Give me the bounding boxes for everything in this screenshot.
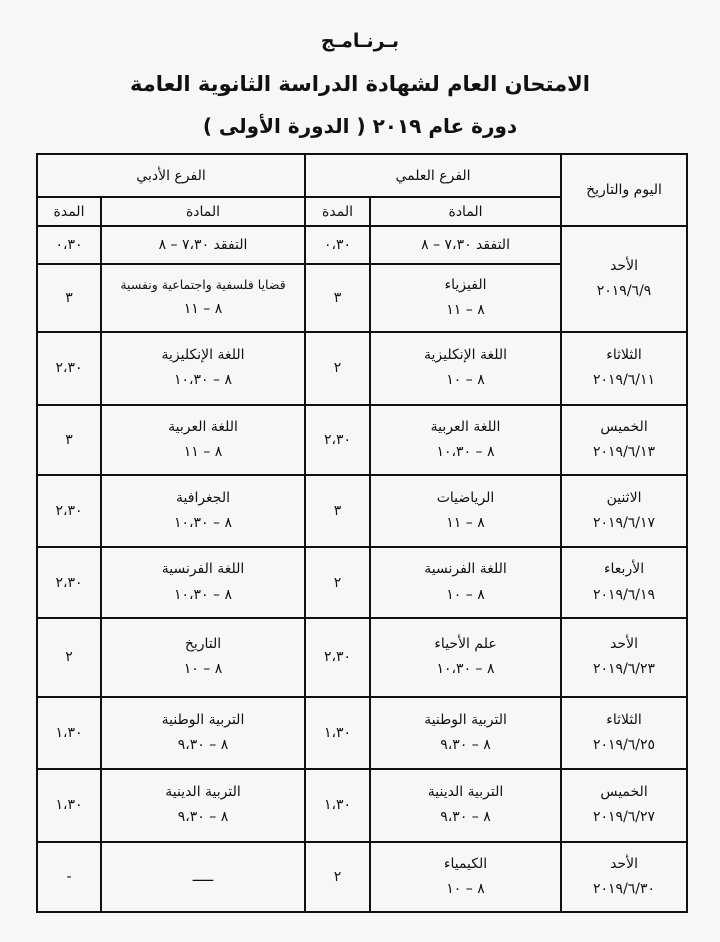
science-subject-header: المادة: [370, 197, 561, 226]
literary-subject: التربية الدينية: [165, 784, 241, 801]
literary-duration-cell: [37, 842, 101, 912]
science-time: ٨ – ١١: [446, 301, 485, 318]
science-subject-cell: [370, 769, 561, 841]
day-name: الاثنين: [606, 490, 642, 507]
literary-subject-cell: [101, 332, 305, 404]
science-duration-cell: [305, 618, 370, 697]
science-duration-cell: [305, 332, 370, 404]
science-subject-cell: [370, 332, 561, 404]
literary-subject-cell: [101, 618, 305, 697]
literary-subject: التاريخ: [184, 636, 222, 653]
literary-duration: ٣: [65, 289, 73, 306]
science-time: ٨ – ١١: [446, 515, 485, 532]
science-duration-cell: [305, 264, 370, 332]
science-subject-cell: [370, 475, 561, 547]
science-duration: ٠،٣٠: [323, 237, 352, 254]
literary-duration: ٠،٣٠: [55, 237, 83, 254]
literary-subject: التفقد ٧،٣٠ – ٨: [158, 237, 248, 254]
exam-date: ٢٠١٩/٦/١٣: [592, 443, 656, 460]
literary-time: ٨ – ١١: [183, 300, 223, 317]
science-subject: التربية الدينية: [427, 784, 504, 801]
day-date-cell: [561, 405, 687, 475]
science-duration: ٣: [333, 503, 342, 520]
day-name: الخميس: [600, 784, 648, 801]
table-row: [37, 842, 687, 912]
science-subject-cell: [370, 618, 561, 697]
literary-subject-cell: [101, 697, 305, 769]
table-row: [37, 769, 687, 841]
session-line: دورة عام ٢٠١٩ ( الدورة الأولى ): [202, 114, 518, 138]
science-subject-cell: [370, 226, 561, 263]
literary-subject: ـــــ: [192, 868, 214, 885]
science-subject-cell: [370, 697, 561, 769]
table-row: [37, 405, 687, 475]
literary-time: ٨ – ١٠: [183, 661, 223, 678]
day-name: الثلاثاء: [606, 347, 642, 364]
table-row: [37, 618, 687, 697]
day-date-cell: [561, 769, 687, 841]
day-name: الأحد: [610, 855, 638, 872]
day-name: الأربعاء: [603, 561, 645, 578]
science-duration-cell: [305, 226, 370, 263]
program-title: بـرنـامـج: [320, 30, 400, 52]
literary-duration-cell: [37, 618, 101, 697]
literary-duration: ٢،٣٠: [55, 574, 83, 591]
literary-duration-cell: [37, 405, 101, 475]
science-duration: ٢: [333, 574, 342, 591]
science-duration: ٢: [333, 868, 342, 885]
science-duration: ٢،٣٠: [323, 431, 352, 448]
day-date-cell: [561, 842, 687, 912]
literary-duration-cell: [37, 547, 101, 617]
science-subject: اللغة الإنكليزية: [424, 347, 508, 364]
day-date-cell: [561, 332, 687, 404]
exam-date: ٢٠١٩/٦/١٩: [592, 586, 656, 603]
science-duration: ١،٣٠: [323, 797, 352, 814]
literary-duration-cell: [37, 475, 101, 547]
day-date-cell: [561, 226, 687, 332]
science-duration-header: المدة: [305, 197, 370, 226]
literary-duration: ٢،٣٠: [55, 503, 83, 520]
science-time: ٨ – ٩،٣٠: [440, 809, 491, 826]
literary-time: ٨ – ١٠،٣٠: [173, 372, 233, 389]
day-date-cell: [561, 618, 687, 697]
science-duration-cell: [305, 769, 370, 841]
table-row: [37, 332, 687, 404]
science-duration-cell: [305, 697, 370, 769]
literary-subject-cell: [101, 226, 305, 263]
day-date-header: اليوم والتاريخ: [561, 154, 687, 226]
literary-time: ٨ – ٩،٣٠: [177, 809, 229, 826]
science-time: ٨ – ١٠،٣٠: [436, 443, 495, 460]
day-name: الثلاثاء: [606, 711, 642, 728]
science-duration-cell: [305, 547, 370, 617]
exam-date: ٢٠١٩/٦/٢٥: [592, 736, 656, 753]
science-subject-cell: [370, 264, 561, 332]
literary-subject: الجغرافية: [176, 490, 230, 507]
science-subject: التفقد ٧،٣٠ – ٨: [421, 237, 510, 254]
science-time: ٨ – ١٠: [446, 372, 485, 389]
day-name: الخميس: [600, 418, 648, 435]
literary-duration: ٣: [65, 431, 73, 448]
exam-date: ٢٠١٩/٦/٣٠: [592, 880, 656, 897]
table-row: [37, 226, 687, 263]
science-subject: التربية الوطنية: [424, 711, 507, 728]
day-date-cell: [561, 547, 687, 617]
literary-subject-cell: [101, 405, 305, 475]
science-duration: ٣: [333, 289, 342, 306]
science-subject: الرياضيات: [436, 490, 495, 507]
table-row: [37, 475, 687, 547]
literary-duration-cell: [37, 769, 101, 841]
exam-date: ٢٠١٩/٦/٢٧: [592, 809, 656, 826]
science-subject-cell: [370, 547, 561, 617]
literary-subject: التربية الوطنية: [161, 711, 245, 728]
literary-duration-cell: [37, 332, 101, 404]
literary-duration: ٢: [65, 649, 73, 666]
literary-subject-header: المادة: [101, 197, 305, 226]
table-row: [37, 547, 687, 617]
table-row: [37, 697, 687, 769]
exam-schedule-table: [36, 153, 688, 913]
exam-date: ٢٠١٩/٦/٢٣: [592, 661, 656, 678]
literary-subject-cell: [101, 547, 305, 617]
literary-duration-cell: [37, 226, 101, 263]
literary-duration: ٢،٣٠: [55, 360, 83, 377]
day-date-cell: [561, 697, 687, 769]
literary-duration-cell: [37, 264, 101, 332]
science-subject-cell: [370, 842, 561, 912]
exam-subtitle: الامتحان العام لشهادة الدراسة الثانوية العامة: [130, 72, 590, 96]
literary-branch-header: الفرع الأدبي: [37, 154, 305, 197]
science-subject: الكيمياء: [443, 855, 488, 872]
literary-duration: ١،٣٠: [55, 797, 83, 814]
day-name: الأحد: [610, 258, 638, 275]
literary-time: ٨ – ١١: [183, 443, 223, 460]
science-duration-cell: [305, 405, 370, 475]
science-time: ٨ – ٩،٣٠: [440, 736, 491, 753]
science-subject-cell: [370, 405, 561, 475]
science-duration-cell: [305, 475, 370, 547]
literary-duration: -: [66, 868, 72, 885]
literary-duration-header: المدة: [37, 197, 101, 226]
exam-date: ٢٠١٩/٦/١١: [592, 372, 656, 389]
literary-subject-cell: [101, 842, 305, 912]
science-time: ٨ – ١٠،٣٠: [436, 661, 495, 678]
science-branch-header: الفرع العلمي: [305, 154, 561, 197]
science-subject: علم الأحياء: [434, 636, 497, 653]
literary-subject: اللغة العربية: [168, 418, 238, 435]
literary-subject-cell: [101, 769, 305, 841]
science-duration: ٢: [333, 360, 342, 377]
exam-date: ٢٠١٩/٦/٩: [596, 283, 652, 300]
science-subject: اللغة الفرنسية: [424, 561, 507, 578]
day-date-cell: [561, 475, 687, 547]
literary-time: ٨ – ١٠،٣٠: [173, 586, 233, 603]
literary-duration: ١،٣٠: [55, 724, 83, 741]
science-duration-cell: [305, 842, 370, 912]
exam-date: ٢٠١٩/٦/١٧: [592, 515, 656, 532]
header-row-branches: [37, 154, 687, 197]
literary-subject: اللغة الفرنسية: [161, 561, 245, 578]
science-subject: اللغة العربية: [430, 418, 501, 435]
science-duration: ٢،٣٠: [323, 649, 352, 666]
day-name: الأحد: [610, 636, 638, 653]
science-subject: الفيزياء: [444, 276, 487, 293]
literary-subject: اللغة الإنكليزية: [161, 347, 245, 364]
literary-subject: قضايا فلسفية واجتماعية ونفسية: [120, 277, 286, 293]
literary-subject-cell: [101, 475, 305, 547]
literary-time: ٨ – ٩،٣٠: [177, 736, 229, 753]
science-time: ٨ – ١٠: [446, 880, 485, 897]
science-duration: ١،٣٠: [323, 724, 352, 741]
literary-duration-cell: [37, 697, 101, 769]
literary-time: ٨ – ١٠،٣٠: [173, 515, 233, 532]
literary-subject-cell: [101, 264, 305, 332]
science-time: ٨ – ١٠: [446, 586, 485, 603]
